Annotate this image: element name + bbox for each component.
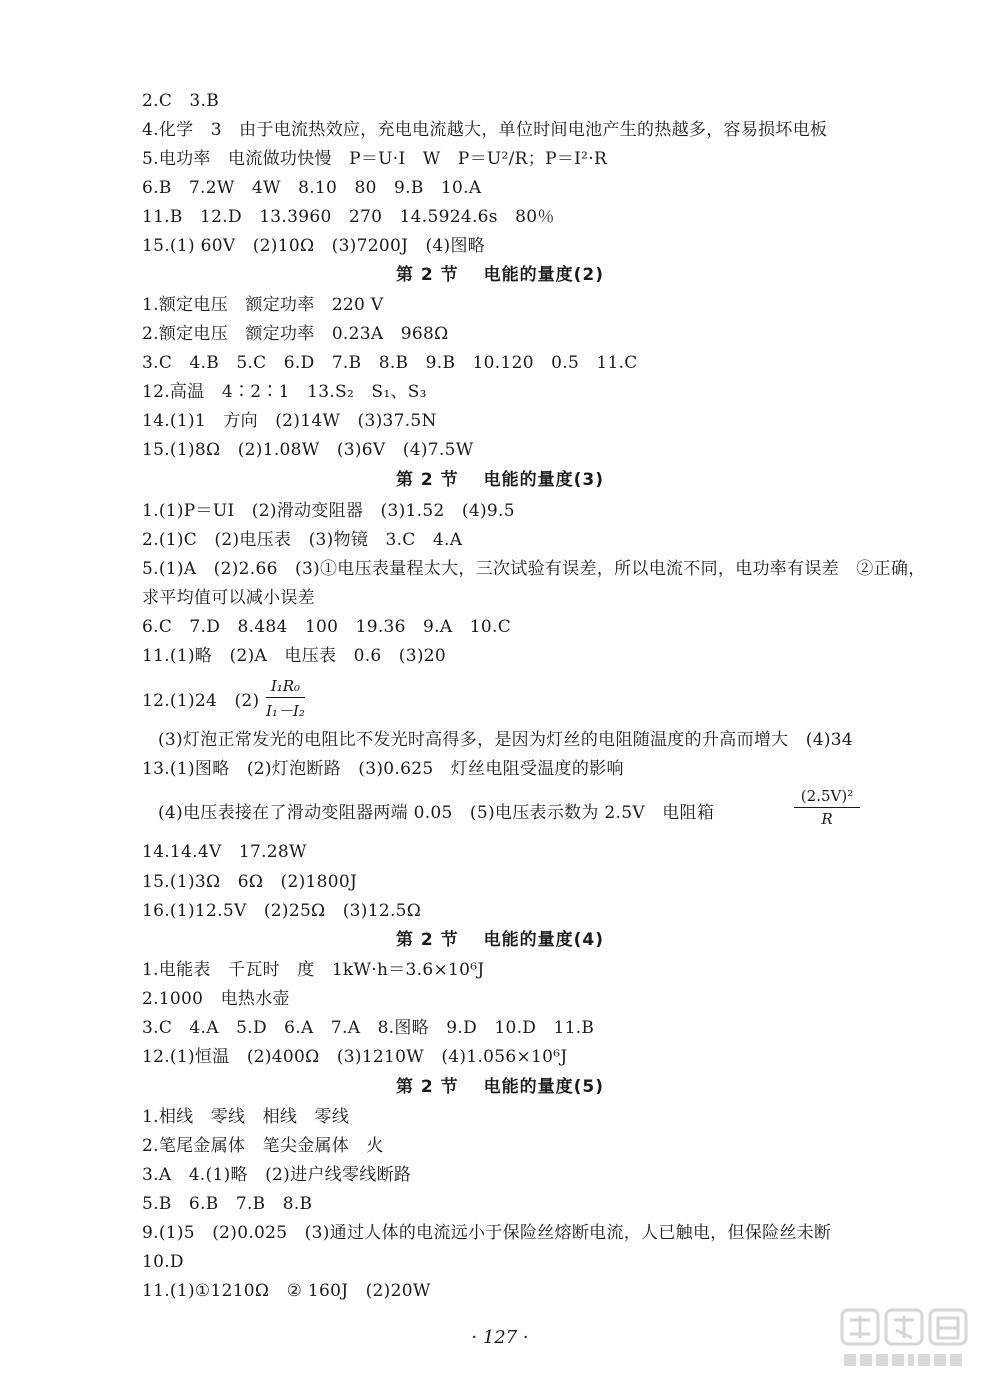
section-heading: 第 2 节 电能的量度(5) — [396, 1077, 604, 1097]
answer-line: 11.(1)略 (2)A 电压表 0.6 (3)20 — [142, 646, 447, 666]
watermark-logo — [836, 1304, 976, 1374]
answer-line: 12.高温 4∶2∶1 13.S₂ S₁、S₃ — [142, 382, 427, 402]
answer-line: 15.(1) 60V (2)10Ω (3)7200J (4)图略 — [142, 236, 486, 256]
answer-line: 3.A 4.(1)略 (2)进户线零线断路 — [142, 1165, 412, 1185]
answer-line: 9.(1)5 (2)0.025 (3)通过人体的电流远小于保险丝熔断电流，人已触电，但保险丝未断 — [142, 1223, 832, 1243]
answer-line: (4)电压表接在了滑动变阻器两端 0.05 (5)电压表示数为 2.5V 电阻箱 — [158, 803, 715, 823]
fraction-denominator: R — [821, 810, 833, 828]
answer-line: 5.电功率 电流做功快慢 P＝U·I W P＝U²/R；P＝I²·R — [142, 149, 608, 169]
answer-line: 14.14.4V 17.28W — [142, 842, 307, 862]
answer-line: 1.额定电压 额定功率 220 V — [142, 295, 384, 315]
answer-line: 5.(1)A (2)2.66 (3)①电压表量程太大，三次试验有误差，所以电流不同，电功率有误差 ②正确， — [142, 559, 926, 579]
answer-line: 1.电能表 千瓦时 度 1kW·h＝3.6×10⁶J — [142, 960, 485, 980]
fraction-formula — [266, 677, 305, 721]
answer-line: (3)灯泡正常发光的电阻比不发光时高得多，是因为灯丝的电阻随温度的升高而增大 (4)34 — [158, 730, 853, 750]
answer-line: 6.C 7.D 8.484 100 19.36 9.A 10.C — [142, 617, 511, 637]
answer-line: 5.B 6.B 7.B 8.B — [142, 1194, 313, 1214]
page-number: · 127 · — [471, 1327, 529, 1348]
answer-line: 12.(1)恒温 (2)400Ω (3)1210W (4)1.056×10⁶J — [142, 1047, 568, 1067]
answer-line: 3.C 4.A 5.D 6.A 7.A 8.图略 9.D 10.D 11.B — [142, 1018, 595, 1038]
answer-line: 6.B 7.2W 4W 8.10 80 9.B 10.A — [142, 178, 482, 198]
fraction-denominator: I₁－I₂ — [266, 702, 305, 720]
answer-line: 15.(1)8Ω (2)1.08W (3)6V (4)7.5W — [142, 440, 474, 460]
section-heading: 第 2 节 电能的量度(2) — [396, 265, 604, 285]
answer-line: 11.(1)①1210Ω ② 160J (2)20W — [142, 1281, 431, 1301]
answer-line: 求平均值可以减小误差 — [142, 588, 315, 608]
answer-line: 4.化学 3 由于电流热效应，充电电流越大，单位时间电池产生的热越多，容易损坏电板 — [142, 120, 828, 140]
answer-line: 2.额定电压 额定功率 0.23A 968Ω — [142, 324, 449, 344]
answer-line: 12.(1)24 (2) — [142, 691, 260, 711]
answer-line: 16.(1)12.5V (2)25Ω (3)12.5Ω — [142, 901, 422, 921]
answer-line: 14.(1)1 方向 (2)14W (3)37.5N — [142, 411, 437, 431]
answer-line: 2.(1)C (2)电压表 (3)物镜 3.C 4.A — [142, 530, 463, 550]
answer-line: 3.C 4.B 5.C 6.D 7.B 8.B 9.B 10.120 0.5 11.C — [142, 353, 638, 373]
answer-line: 2.1000 电热水壶 — [142, 989, 290, 1009]
answer-line: 1.(1)P＝UI (2)滑动变阻器 (3)1.52 (4)9.5 — [142, 501, 515, 521]
answer-line: 1.相线 零线 相线 零线 — [142, 1107, 350, 1127]
answer-line: 15.(1)3Ω 6Ω (2)1800J — [142, 872, 358, 892]
fraction-formula — [794, 787, 860, 828]
answer-line: 13.(1)图略 (2)灯泡断路 (3)0.625 灯丝电阻受温度的影响 — [142, 759, 624, 779]
answer-line: 2.笔尾金属体 笔尖金属体 火 — [142, 1136, 384, 1156]
answer-line: 11.B 12.D 13.3960 270 14.5924.6s 80％ — [142, 207, 555, 227]
answer-line: 10.D — [142, 1252, 184, 1272]
section-heading: 第 2 节 电能的量度(3) — [396, 470, 604, 490]
answer-line: 2.C 3.B — [142, 91, 220, 111]
fraction-numerator: I₁R₀ — [270, 677, 301, 695]
fraction-numerator: (2.5V)² — [800, 787, 854, 805]
section-heading: 第 2 节 电能的量度(4) — [396, 930, 604, 950]
